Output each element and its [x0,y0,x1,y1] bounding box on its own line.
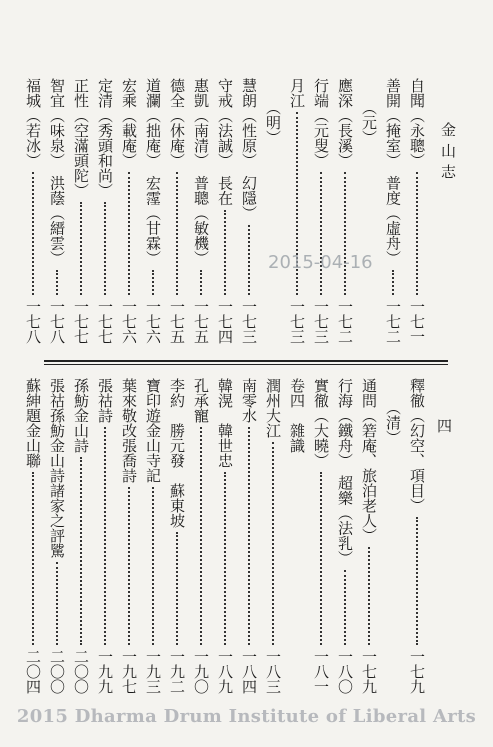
toc-entry[interactable] [95,378,115,694]
dot-leader [248,427,250,645]
dynasty-heading [383,400,403,445]
dynasty-label: （清） [384,400,402,445]
toc-entry[interactable] [191,78,211,344]
toc-entry-label: 張祜孫魴金山詩諸家之評騭 [48,378,66,558]
dot-leader [80,457,82,645]
toc-entry[interactable] [311,378,331,694]
toc-entry-page: 一七二 [384,299,402,344]
toc-entry-page: 一七四 [216,299,234,344]
toc-entry-page: 二〇四 [24,649,42,694]
toc-entry-page: 一七五 [192,299,210,344]
toc-entry[interactable] [23,378,43,694]
toc-entry-page: 一七三 [312,299,330,344]
dot-leader [224,210,226,296]
toc-entry-page: 一八四 [240,649,258,694]
toc-entry[interactable] [263,378,283,694]
running-title: 金山志 [439,122,457,185]
toc-entry-label: 宏乘（載庵） [120,78,138,168]
dot-leader [320,172,322,295]
toc-entry-page: 一七一 [408,299,426,344]
dot-leader [56,270,58,296]
toc-entry-label: 善開（掩室） 普度（虛舟） [384,78,402,266]
toc-entry[interactable] [119,378,139,694]
toc-entry-label: 張祜詩 [96,378,114,423]
toc-entry-label: 韓滉 韓世忠 [216,378,234,468]
toc-entry-page: 一七七 [96,299,114,344]
toc-entry-page: 二〇〇 [72,649,90,694]
toc-entry-label: 孫魴金山詩 [72,378,90,453]
toc-entry-page: 一七八 [48,299,66,344]
toc-entry-label: 實徹（大曉） [312,378,330,468]
chapter-label: 卷四 雜識 [288,378,306,453]
toc-entry[interactable] [407,78,427,344]
date-watermark: 2015-04-16 [268,252,373,273]
dot-leader [272,442,274,645]
toc-entry-page: 一九二 [168,649,186,694]
toc-entry-label: 自聞（永聰） [408,78,426,168]
toc-entry-page: 一八〇 [336,649,354,694]
toc-entry[interactable] [47,378,67,694]
dot-leader [176,532,178,645]
toc-entry[interactable] [335,78,355,344]
toc-entry-label: 行海（鐵舟） 超樂（法乳） [336,378,354,566]
dot-leader [392,270,394,296]
dot-leader [128,487,130,645]
toc-entry[interactable] [119,78,139,344]
toc-entry[interactable] [383,78,403,344]
dot-leader [56,562,58,645]
dot-leader [416,172,418,295]
dot-leader [104,202,106,295]
toc-entry-label: 應深（長溪） [336,78,354,168]
toc-entry[interactable] [239,78,259,344]
dot-leader [200,270,202,296]
dynasty-label: （元） [360,100,378,145]
toc-entry-label: 寶印遊金山寺記 [144,378,162,483]
dot-leader [152,270,154,296]
dot-leader [368,547,370,645]
toc-entry-label: 南零水 [240,378,258,423]
toc-entry[interactable] [23,78,43,344]
section-divider [44,360,448,365]
toc-entry-page: 一九七 [120,649,138,694]
toc-entry-label: 正性（空滿頭陀） [72,78,90,198]
dot-leader [176,172,178,295]
toc-entry[interactable] [215,78,235,344]
toc-entry-page: 一七七 [72,299,90,344]
toc-entry-label: 福城（若冰） [24,78,42,168]
dot-leader [128,172,130,295]
toc-entry-page: 一七九 [360,649,378,694]
toc-entry-page: 一八三 [264,649,282,694]
toc-entry[interactable] [335,378,355,694]
page-number: 四 [435,418,453,433]
toc-entry[interactable] [287,78,307,344]
toc-entry-label: 道瀾（拙庵） 宏霪（甘霖） [144,78,162,266]
toc-entry-label: 德全（休庵） [168,78,186,168]
toc-entry[interactable] [407,378,427,694]
toc-entry-label: 釋徹（幻空、項目） [408,378,426,513]
dot-leader [200,427,202,645]
toc-entry[interactable] [143,378,163,694]
toc-entry-label: 智宜（味泉） 洪蔭（縉雲） [48,78,66,266]
dynasty-heading [263,100,283,145]
toc-entry-page: 二〇〇 [48,649,66,694]
toc-entry[interactable] [95,78,115,344]
toc-entry-label: 李約 勝元發 蘇東坡 [168,378,186,528]
toc-entry-label: 潤州大江 [264,378,282,438]
dot-leader [344,570,346,646]
toc-entry-page: 一七八 [24,299,42,344]
toc-entry-label: 守戒（法誠） 長在 [216,78,234,206]
toc-entry-page: 一七六 [120,299,138,344]
toc-entry-page: 一七九 [408,649,426,694]
toc-entry-label: 葉來敬改張喬詩 [120,378,138,483]
toc-entry-label: 月江 [288,78,306,108]
dot-leader [152,487,154,645]
toc-entry-label: 行端（元叟） [312,78,330,168]
dynasty-heading [359,100,379,145]
toc-entry-page: 一七二 [336,299,354,344]
toc-entry[interactable] [143,78,163,344]
footer-watermark: 2015 Dharma Drum Institute of Liberal Arts [16,706,477,727]
toc-entry[interactable] [359,378,379,694]
toc-entry-page: 一九三 [144,649,162,694]
dot-leader [104,427,106,645]
toc-entry-page: 一七三 [288,299,306,344]
toc-entry[interactable] [71,78,91,344]
toc-entry[interactable] [71,378,91,694]
toc-entry-page: 一七六 [144,299,162,344]
dot-leader [80,202,82,295]
toc-entry-label: 定清（秀頭和尚） [96,78,114,198]
toc-entry[interactable] [167,378,187,694]
dot-leader [248,225,250,296]
toc-entry-label: 孔承寵 [192,378,210,423]
toc-entry[interactable] [167,78,187,344]
toc-entry-label: 蘇紳題金山聯 [24,378,42,468]
toc-entry-page: 一九九 [96,649,114,694]
dynasty-label: （明） [264,100,282,145]
dot-leader [32,472,34,645]
dot-leader [320,472,322,645]
dot-leader [344,172,346,295]
toc-entry[interactable] [311,78,331,344]
toc-entry[interactable] [239,378,259,694]
toc-entry-label: 通問（箬庵、旅泊老人） [360,378,378,543]
toc-entry[interactable] [215,378,235,694]
toc-entry[interactable] [191,378,211,694]
toc-entry-page: 一七五 [168,299,186,344]
dot-leader [416,517,418,645]
toc-entry-label: 慧朗（性原） 幻隱） [240,78,258,221]
toc-entry-label: 惠凱（南清） 普聰（敏機） [192,78,210,266]
dot-leader [224,472,226,645]
toc-entry-page: 一九〇 [192,649,210,694]
toc-entry[interactable] [47,78,67,344]
chapter-heading [287,378,307,453]
toc-entry-page: 一八九 [216,649,234,694]
dot-leader [32,172,34,295]
toc-entry-page: 一八一 [312,649,330,694]
toc-entry-page: 一七三 [240,299,258,344]
